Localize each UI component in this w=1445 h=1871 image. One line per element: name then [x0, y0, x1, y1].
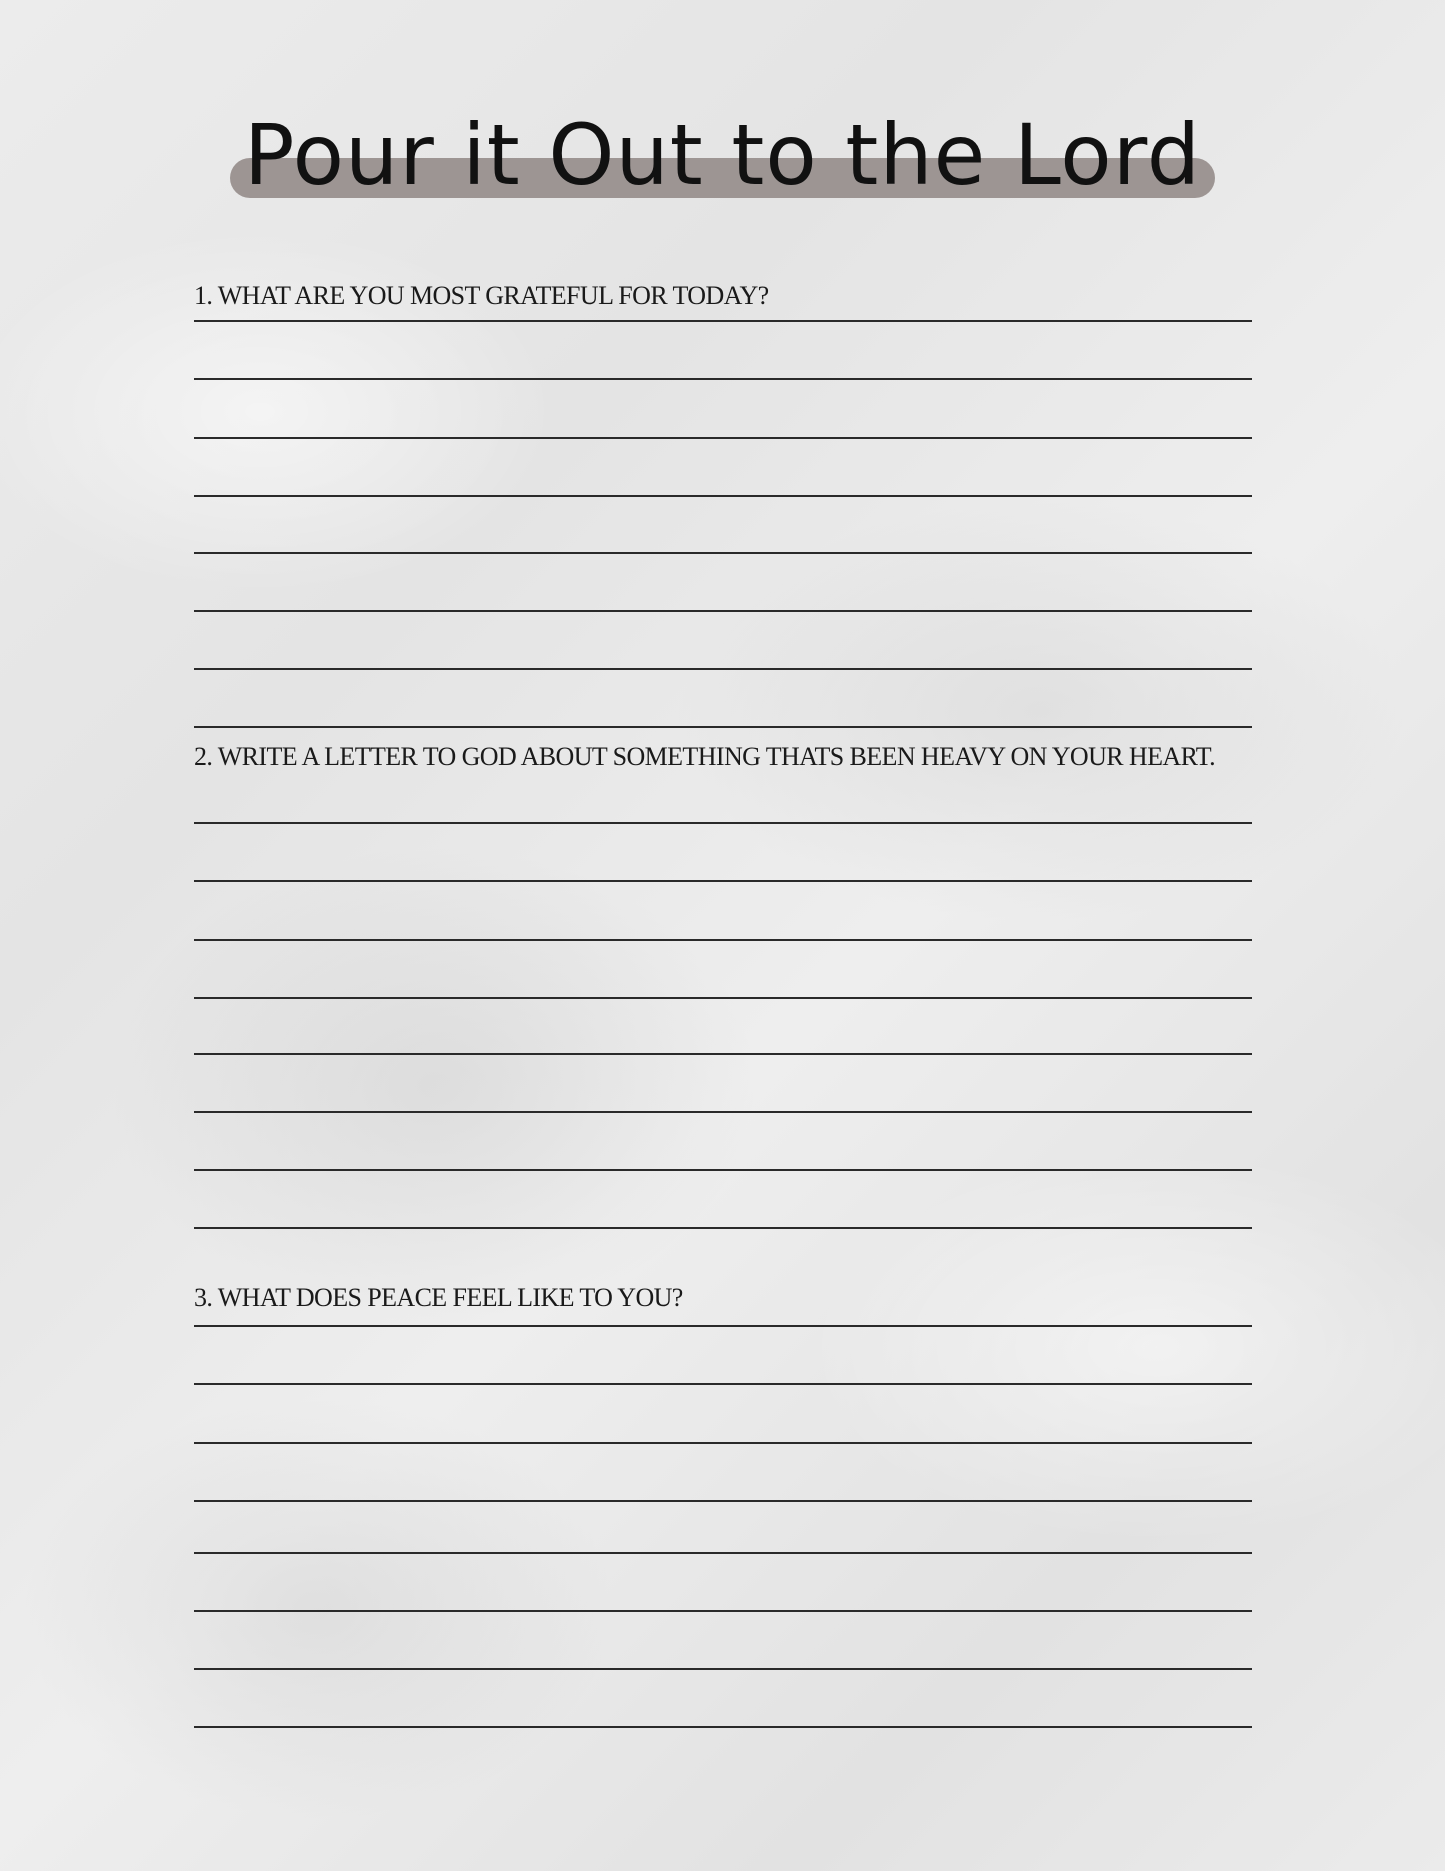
writing-line[interactable] — [194, 939, 1252, 941]
writing-line[interactable] — [194, 1111, 1252, 1113]
writing-line[interactable] — [194, 1442, 1252, 1444]
writing-line[interactable] — [194, 1383, 1252, 1385]
writing-line[interactable] — [194, 668, 1252, 670]
writing-line[interactable] — [194, 1169, 1252, 1171]
writing-line[interactable] — [194, 1325, 1252, 1327]
writing-line[interactable] — [194, 880, 1252, 882]
question-2-prompt: 2. WRITE A LETTER TO GOD ABOUT SOMETHING THATS BEEN HEAVY ON YOUR HEART. — [194, 742, 1215, 771]
writing-line[interactable] — [194, 1500, 1252, 1502]
writing-line[interactable] — [194, 997, 1252, 999]
writing-line[interactable] — [194, 1227, 1252, 1229]
writing-line[interactable] — [194, 1668, 1252, 1670]
writing-line[interactable] — [194, 1610, 1252, 1612]
writing-line[interactable] — [194, 495, 1252, 497]
question-3-prompt: 3. WHAT DOES PEACE FEEL LIKE TO YOU? — [194, 1283, 683, 1312]
writing-line[interactable] — [194, 437, 1252, 439]
page-title: Pour it Out to the Lord — [243, 106, 1202, 204]
writing-line[interactable] — [194, 378, 1252, 380]
writing-line[interactable] — [194, 822, 1252, 824]
question-1-prompt: 1. WHAT ARE YOU MOST GRATEFUL FOR TODAY? — [194, 281, 769, 310]
writing-line[interactable] — [194, 1552, 1252, 1554]
writing-line[interactable] — [194, 320, 1252, 322]
writing-line[interactable] — [194, 1726, 1252, 1728]
writing-line[interactable] — [194, 1053, 1252, 1055]
writing-line[interactable] — [194, 552, 1252, 554]
title-block — [230, 100, 1215, 210]
writing-line[interactable] — [194, 726, 1252, 728]
writing-line[interactable] — [194, 610, 1252, 612]
